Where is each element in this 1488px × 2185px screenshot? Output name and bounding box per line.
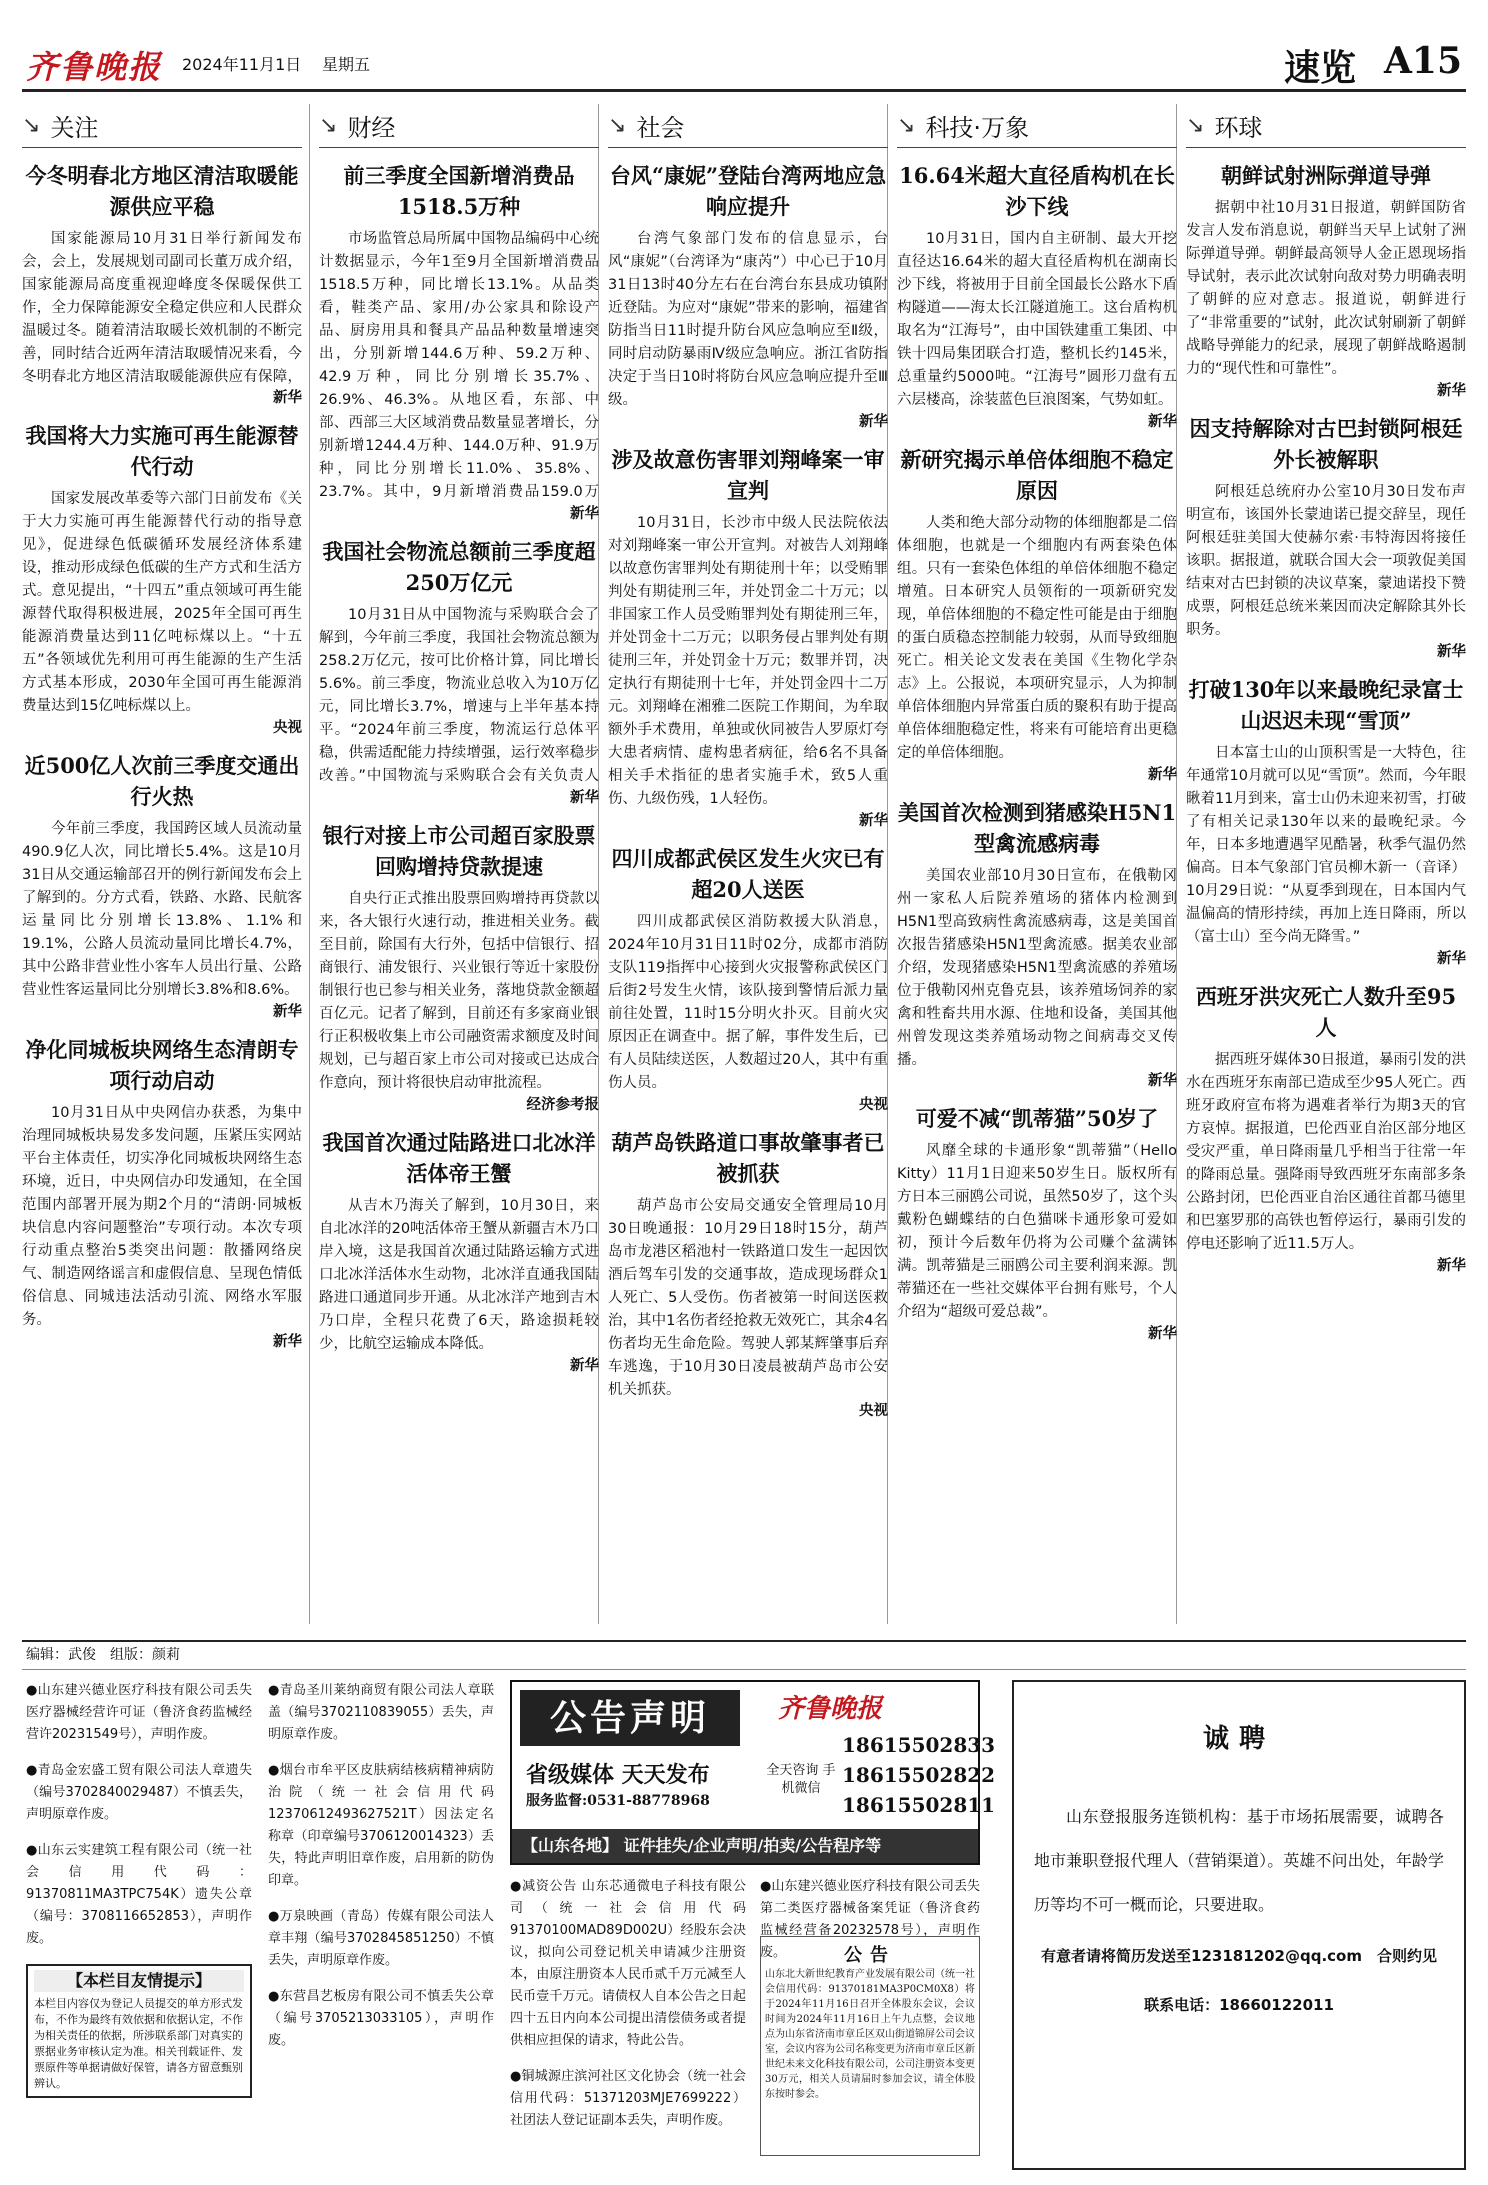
arrow-icon: ↘ — [22, 113, 41, 138]
column-heading — [1186, 104, 1466, 148]
article — [319, 820, 599, 1115]
notice-item: ●山东建兴德业医疗科技有限公司丢失医疗器械经营许可证（鲁济食药监械经营许20231549号），声明作废。 — [26, 1683, 252, 1742]
tip-box — [26, 1964, 252, 2098]
masthead — [22, 40, 1466, 92]
article-title: 四川成都武侯区发生火灾已有超20人送医 — [611, 846, 885, 902]
article-source: 新华 — [273, 1334, 302, 1350]
article — [1186, 981, 1466, 1276]
column-heading-label: 环球 — [1214, 114, 1263, 142]
article-body: 葫芦岛市公安局交通安全管理局10月30日晚通报：10月29日18时15分，葫芦岛市龙港区稻池村一铁路道口发生一起因饮酒后驾车引发的交通事故，造成现场群众1人死亡、5人受伤。伤者被第一时间送医救治，其中1名伤者经抢救无效死亡，其余4名伤者均无生命危险。驾驶人郭某辉肇事后弃车逃逸，于10月30日凌晨被葫芦岛市公安机关抓获。 — [608, 1198, 888, 1398]
announcement-text: 山东北大新世纪教育产业发展有限公司（统一社会信用代码：91370181MA3P0CM0X8）将于2024年11月16日召开全体股东会议，会议时间为2024年11月16日上午九点整，会议地点为山东省济南市章丘区双山街道锦屏公司会议室，会议内容为公司名称变更为济南市章丘区新世纪未来文化科技有限公司，公司注册资本变更30万元，相关人员请届时参加会议，请全体股东按时参会。 — [765, 1969, 975, 2100]
article-source: 新华 — [273, 1004, 302, 1020]
article-title: 我国社会物流总额前三季度超250万亿元 — [322, 539, 596, 595]
ad-phone: 18615502833 — [842, 1733, 996, 1757]
column-heading — [22, 104, 302, 148]
article-body: 国家发展改革委等六部门日前发布《关于大力实施可再生能源替代行动的指导意见》，促进绿色低碳循环发展经济体系建设，推动形成绿色低碳的生产方式和生活方式。意见提出，“十四五”重点领域可再生能源替代取得积极进展，2025年全国可再生能源消费量达到11亿吨标煤以上。“十五五”各领域优先利用可再生能源的生产生活方式基本形成，2030年全国可再生能源消费量达到15亿吨标煤以上。 — [22, 491, 302, 714]
column-shehui — [608, 104, 888, 1634]
notice-item: ●山东建兴德业医疗科技有限公司丢失第二类医疗器械备案凭证（鲁济食药监械经营备20232578号），声明作废。 — [760, 1879, 980, 1960]
article-source: 新华 — [859, 813, 888, 829]
article-body: 台湾气象部门发布的信息显示，台风“康妮”（台湾译为“康芮”）中心已于10月31日13时40分左右在台湾台东县成功镇附近登陆。为应对“康妮”带来的影响，福建省防指当日11时提升防台风应急响应至Ⅱ级，同时启动防暴雨Ⅳ级应急响应。浙江省防指决定于当日10时将防台风应急响应提升至Ⅲ级。 — [608, 231, 888, 408]
article — [319, 160, 599, 524]
notice-item: ●烟台市牟平区皮肤病结核病精神病防治院（统一社会信用代码12370612493627521T）因法定名称章（印章编号3706120014323）丢失，特此声明旧章作废，启用新的防伪印章。 — [268, 1763, 494, 1888]
article — [608, 1127, 888, 1421]
article — [22, 750, 302, 1022]
ad-banner — [510, 1680, 996, 1865]
article-body: 10月31日从中央网信办获悉，为集中治理同城板块易发多发问题，压紧压实网站平台主体责任，切实净化同城板块网络生态环境，近日，中央网信办印发通知，在全国范围内部署开展为期2个月的“清朗·同城板块信息内容问题整治”专项行动。本次专项行动重点整治5类突出问题：散播网络戾气、制造网络谣言和虚假信息、呈现色情低俗信息、同城违法活动引流、网络水军服务。 — [22, 1105, 302, 1328]
column-heading-label: 财经 — [347, 114, 396, 142]
article — [1186, 160, 1466, 401]
tip-title: 【本栏目友情提示】 — [34, 1970, 244, 1992]
article-source: 新华 — [273, 390, 302, 406]
classified-section — [22, 1680, 1466, 2170]
article-source: 新华 — [570, 790, 599, 806]
article — [1186, 674, 1466, 969]
article-source: 央视 — [859, 1097, 888, 1113]
article-source: 新华 — [1148, 767, 1177, 783]
article — [897, 160, 1177, 432]
article-source: 经济参考报 — [526, 1097, 599, 1113]
column-heading-label: 科技·万象 — [925, 114, 1030, 142]
ad-band: 【山东各地】 证件挂失/企业声明/拍卖/公告程序等 — [512, 1829, 978, 1863]
article-body: 国家能源局10月31日举行新闻发布会，会上，发展规划司副司长董万成介绍，国家能源局高度重视迎峰度冬保暖保供工作，全力保障能源安全稳定供应和人民群众温暖过冬。随着清洁取暖长效机制的不断完善，同时结合近两年清洁取暖情况来看，今冬明春北方地区清洁取暖能源供应有保障， — [22, 231, 302, 385]
article — [897, 444, 1177, 785]
article-body: 风靡全球的卡通形象“凯蒂猫”（Hello Kitty）11月1日迎来50岁生日。版权所有方日本三丽鸥公司说，虽然50岁了，这个头戴粉色蝴蝶结的白色猫咪卡通形象可爱如初，预计今后数年仍将为公司赚个盆满钵满。凯蒂猫是三丽鸥公司主要利润来源。凯蒂猫还在一些社交媒体平台拥有账号，个人介绍为“超级可爱总裁”。 — [897, 1143, 1177, 1320]
article-body: 美国农业部10月30日宣布，在俄勒冈州一家私人后院养殖场的猪体内检测到H5N1型高致病性禽流感病毒，这是美国首次报告猪感染H5N1型禽流感。据美农业部介绍，发现猪感染H5N1型禽流感的养殖场位于俄勒冈州克鲁克县，该养殖场饲养的家禽和牲畜共用水源、住地和设备，美国其他州曾发现这类养殖场动物之间病毒交叉传播。 — [897, 868, 1177, 1068]
article — [22, 420, 302, 738]
article-body: 自央行正式推出股票回购增持再贷款以来，各大银行火速行动，推进相关业务。截至目前，除国有大行外，包括中信银行、招商银行、浦发银行、兴业银行等近十家股份制银行也已参与相关业务，落地贷款金额超百亿元。记者了解到，目前还有多家商业银行正积极收集上市公司融资需求额度及时间规划，已与超百家上市公司对接或已达成合作意向，预计将很快启动审批流程。 — [319, 891, 599, 1091]
article-title: 涉及故意伤害罪刘翔峰案一审宣判 — [611, 447, 885, 503]
announcement-title: 公告 — [844, 1945, 896, 1966]
article-body: 10月31日，长沙市中级人民法院依法对刘翔峰案一审公开宣判。对被告人刘翔峰以故意伤害罪判处有期徒刑十年；以受贿罪判处有期徒刑三年，并处罚金二十万元；以非国家工作人员受贿罪判处有期徒刑三年，并处罚金十二万元；以职务侵占罪判处有期徒刑三年，并处罚金十万元；数罪并罚，决定执行有期徒刑十七年，并处罚金四十二万元。刘翔峰在湘雅二医院工作期间，为牟取额外手术费用，单独或伙同被告人罗原灯夸大患者病情、虚构患者病征，给6名不具备相关手术指征的患者实施手术，致5人重伤、九级伤残，1人轻伤。 — [608, 515, 888, 807]
article-source: 央视 — [859, 1403, 888, 1419]
article-title: 朝鲜试射洲际弹道导弹 — [1221, 163, 1431, 188]
article-source: 央视 — [273, 720, 302, 736]
article — [1186, 413, 1466, 662]
ad-slogan: 省级媒体 天天发布 — [526, 1762, 710, 1788]
notice-item: ●山东云实建筑工程有限公司（统一社会信用代码：91370811MA3TPC754K）遗失公章（编号：3708116652853），声明作废。 — [26, 1843, 252, 1946]
article-body: 据西班牙媒体30日报道，暴雨引发的洪水在西班牙东南部已造成至少95人死亡。西班牙政府宣布将为遇难者举行为期3天的官方哀悼。据报道，巴伦西亚自治区部分地区受灾严重，单日降雨量几乎相当于往常一年的降雨总量。强降雨导致西班牙东南部多条公路封闭，巴伦西亚自治区通往首都马德里和巴塞罗那的高铁也暂停运行，暴雨引发的停电还影响了近11.5万人。 — [1186, 1052, 1466, 1252]
announcement-box — [760, 1936, 980, 2156]
article — [608, 843, 888, 1115]
article-title: 净化同城板块网络生态清朗专项行动启动 — [25, 1037, 299, 1093]
article — [897, 797, 1177, 1091]
arrow-icon: ↘ — [1186, 113, 1205, 138]
ad-phone: 18615502822 — [842, 1763, 996, 1787]
hiring-body: 山东登报服务连锁机构：基于市场拓展需要，诚聘各地市兼职登报代理人（营销渠道）。英雄不问出处，年龄学历等均不可一概而论，只要进取。 — [1034, 1807, 1444, 1914]
article-title: 可爱不减“凯蒂猫”50岁了 — [915, 1106, 1159, 1131]
article — [319, 536, 599, 808]
notice-item: ●东营昌艺板房有限公司不慎丢失公章（编号3705213033105），声明作废。 — [268, 1989, 494, 2048]
ad-phone: 18615502811 — [842, 1793, 996, 1817]
article-title: 前三季度全国新增消费品1518.5万种 — [343, 163, 575, 219]
article-body: 据朝中社10月31日报道，朝鲜国防省发言人发布消息说，朝鲜当天早上试射了洲际弹道导弹。朝鲜最高领导人金正恩现场指导试射，表示此次试射向敌对势力明确表明了朝鲜的应对意志。报道说，朝鲜进行了“非常重要的”试射，此次试射刷新了朝鲜战略导弹能力的纪录，展现了朝鲜战略遏制力的“现代性和可靠性”。 — [1186, 200, 1466, 377]
tip-text: 本栏目内容仅为登记人员提交的单方形式发布，不作为最终有效依据和依据认定，不作为相关责任的依据，所涉联系部门对真实的票据业务审核认定为准。相关刊载证件、发票原件等单据请做好保管，请各方留意甄别辨认。 — [34, 1997, 243, 2090]
hiring-ad — [1012, 1680, 1466, 2170]
column-heading-label: 关注 — [50, 114, 99, 142]
article-source: 新华 — [570, 506, 599, 522]
notice-item: ●万泉映画（青岛）传媒有限公司法人章丰翔（编号3702845851250）不慎丢失，声明原章作废。 — [268, 1909, 494, 1968]
article-title: 我国首次通过陆路进口北冰洋活体帝王蟹 — [322, 1130, 596, 1186]
hiring-email: 有意者请将简历发送至123181202@qq.com 合则约见 — [1041, 1947, 1437, 1965]
news-columns — [22, 104, 1466, 1634]
column-heading — [319, 104, 599, 148]
article-title: 因支持解除对古巴封锁阿根廷外长被解职 — [1189, 416, 1463, 472]
column-heading-label: 社会 — [636, 114, 685, 142]
article-source: 新华 — [570, 1358, 599, 1374]
hiring-title: 诚聘 — [1202, 1724, 1275, 1754]
article-source: 新华 — [1437, 1258, 1466, 1274]
ad-logo: 齐鲁晚报 — [778, 1694, 883, 1724]
article-title: 台风“康妮”登陆台湾两地应急响应提升 — [609, 163, 887, 219]
page-number: A15 — [1383, 40, 1462, 82]
issue-weekday: 星期五 — [322, 55, 371, 74]
article-title: 银行对接上市公司超百家股票回购增持贷款提速 — [322, 823, 596, 879]
notice-item: ●减资公告 山东芯通微电子科技有限公司（统一社会信用代码91370100MAD89D002U）经股东会决议，拟向公司登记机关申请减少注册资本，由原注册资本人民币贰千万元减至人民币壹千万元。请债权人自本公告之日起四十五日内向本公司提出清偿债务或者提供相应担保的请求，特此公告。 — [510, 1879, 746, 2048]
article-source: 新华 — [1148, 414, 1177, 430]
article-title: 西班牙洪灾死亡人数升至95人 — [1195, 984, 1457, 1040]
article-body: 阿根廷总统府办公室10月30日发布声明宣布，该国外长蒙迪诺已提交辞呈，现任阿根廷驻美国大使赫尔索·韦特海因将接任该职。据报道，就联合国大会一项敦促美国结束对古巴封锁的决议草案，蒙迪诺投下赞成票，阿根廷总统米莱因而决定解除其外长职务。 — [1186, 484, 1466, 638]
article-title: 16.64米超大直径盾构机在长沙下线 — [899, 163, 1175, 219]
article-source: 新华 — [1437, 951, 1466, 967]
article-title: 我国将大力实施可再生能源替代行动 — [25, 423, 299, 479]
arrow-icon: ↘ — [608, 113, 627, 138]
article-body: 10月31日从中国物流与采购联合会了解到，今年前三季度，我国社会物流总额为258.2万亿元，按可比价格计算，同比增长5.6%。前三季度，物流业总收入为10万亿元，同比增长3.7%，增速与上半年基本持平。“2024年前三季度，物流运行总体平稳，供需适配能力持续增强，运行效率稳步改善。”中国物流与采购联合会有关负责人 — [319, 607, 599, 784]
article — [608, 444, 888, 831]
article — [897, 1103, 1177, 1344]
article-source: 新华 — [1148, 1073, 1177, 1089]
column-heading — [897, 104, 1177, 148]
notice-item: ●青岛金宏盛工贸有限公司法人章遗失（编号3702840029487）不慎丢失，声明原章作废。 — [26, 1763, 252, 1822]
ad-consult: 全天咨询 手机微信 — [766, 1763, 836, 1796]
ad-hotline: 服务监督:0531-88778968 — [526, 1793, 710, 1809]
editor-credit: 编辑：武俊 组版：颜莉 — [22, 1640, 1466, 1670]
article-source: 新华 — [1437, 644, 1466, 660]
column-heading — [608, 104, 888, 148]
article-body: 四川成都武侯区消防救援大队消息，2024年10月31日11时02分，成都市消防支队119指挥中心接到火灾报警称武侯区门后街2号发生火情，该队接到警情后派力量前往处置，11时15分明火扑灭。目前火灾原因正在调查中。据了解，事件发生后，已有人员陆续送医，人数超过20人，其中有重伤人员。 — [608, 914, 888, 1091]
arrow-icon: ↘ — [897, 113, 916, 138]
column-huanqiu — [1186, 104, 1466, 1634]
article-title: 美国首次检测到猪感染H5N1型禽流感病毒 — [897, 800, 1177, 856]
newspaper-logo: 齐鲁晚报 — [26, 48, 163, 86]
column-caijing — [319, 104, 599, 1634]
hiring-phone: 联系电话：18660122011 — [1144, 1996, 1334, 2014]
column-keji — [897, 104, 1177, 1634]
notice-item: ●青岛圣川莱纳商贸有限公司法人章联盖（编号3702110839055）丢失，声明原章作废。 — [268, 1683, 494, 1742]
article-title: 葫芦岛铁路道口事故肇事者已被抓获 — [611, 1130, 885, 1186]
article — [22, 1034, 302, 1352]
article-body: 今年前三季度，我国跨区域人员流动量490.9亿人次，同比增长5.4%。这是10月31日从交通运输部召开的例行新闻发布会上了解到的。分方式看，铁路、水路、民航客运量同比分别增长13.8%、1.1%和19.1%，公路人员流动量同比增长4.7%，其中公路非营业性小客车人员出行量、公路营业性客运量同比分别增长3.8%和8.6%。 — [22, 821, 302, 998]
notices-left — [26, 1680, 252, 2098]
article-title: 今冬明春北方地区清洁取暖能源供应平稳 — [25, 163, 299, 219]
article — [319, 1127, 599, 1376]
notices-ad-left — [510, 1876, 746, 2146]
article — [22, 160, 302, 408]
article-body: 10月31日，国内自主研制、最大开挖直径达16.64米的超大直径盾构机在湖南长沙下线，将被用于目前全国最长公路水下盾构隧道——海太长江隧道施工。这台盾构机取名为“江海号”，由中国铁建重工集团、中铁十四局集团联合打造，整机长约145米，总重量约5000吨。“江海号”圆形刀盘有五六层楼高，涂装蓝色巨浪图案，气势如虹。 — [897, 231, 1177, 408]
ad-phones — [842, 1730, 995, 1820]
article-body: 日本富士山的山顶积雪是一大特色，往年通常10月就可以见“雪顶”。然而，今年眼瞅着11月到来，富士山仍未迎来初雪，打破了有相关记录130年以来的最晚纪录。今年，日本多地遭遇罕见酷暑，秋季气温仍然偏高。日本气象部门官员柳木新一（音译）10月29日说：“从夏季到现在，日本国内气温偏高的情形持续，再加上连日降雨，所以（富士山）至今尚无降雪。” — [1186, 745, 1466, 945]
article-source: 新华 — [1148, 1326, 1177, 1342]
article-source: 新华 — [859, 414, 888, 430]
issue-date: 2024年11月1日 — [182, 55, 302, 74]
notices-mid — [268, 1680, 494, 2066]
article-body: 市场监管总局所属中国物品编码中心统计数据显示，今年1至9月全国新增消费品1518.5万种，同比增长13.1%。从品类看，鞋类产品、家用/办公家具和除设产品、厨房用具和餐具产品品种数量增速突出，分别新增144.6万种、59.2万种、42.9万种，同比分别增长35.7%、26.9%、46.3%。从地区看，东部、中部、西部三大区域消费品数量显著增长，分别新增1244.4万种、144.0万种、91.9万种，同比分别增长11.0%、35.8%、23.7%。其中，9月新增消费品159.0万 — [319, 231, 599, 500]
ad-title: 公告声明 — [520, 1690, 740, 1746]
article — [608, 160, 888, 432]
section-title: 速览 — [1283, 47, 1356, 89]
article-body: 从吉木乃海关了解到，10月30日，来自北冰洋的20吨活体帝王蟹从新疆吉木乃口岸入境，这是我国首次通过陆路运输方式进口北冰洋活体水生动物，北冰洋直通我国陆路进口通道同步开通。从北冰洋产地到吉木乃口岸，全程只花费了6天，路途损耗较少，比航空运输成本降低。 — [319, 1198, 599, 1352]
article-title: 新研究揭示单倍体细胞不稳定原因 — [900, 447, 1174, 503]
column-guanzhu — [22, 104, 302, 1634]
article-body: 人类和绝大部分动物的体细胞都是二倍体细胞，也就是一个细胞内有两套染色体组。只有一套染色体组的单倍体细胞不稳定增殖。日本研究人员领衔的一项新研究发现，单倍体细胞的不稳定性可能是由于细胞的蛋白质稳态控制能力较弱，从而导致细胞死亡。相关论文发表在美国《生物化学杂志》上。公报说，本项研究显示，人为抑制单倍体细胞内异常蛋白质的聚积有助于提高单倍体细胞稳定性，将来有可能培育出更稳定的单倍体细胞。 — [897, 515, 1177, 761]
arrow-icon: ↘ — [319, 113, 338, 138]
article-title: 打破130年以来最晚纪录富士山迟迟未现“雪顶” — [1188, 677, 1464, 733]
article-title: 近500亿人次前三季度交通出行火热 — [24, 753, 300, 809]
notice-item: ●铜城源庄滨河社区文化协会（统一社会信用代码：51371203MJE7699222）社团法人登记证副本丢失，声明作废。 — [510, 2069, 746, 2128]
article-source: 新华 — [1437, 383, 1466, 399]
